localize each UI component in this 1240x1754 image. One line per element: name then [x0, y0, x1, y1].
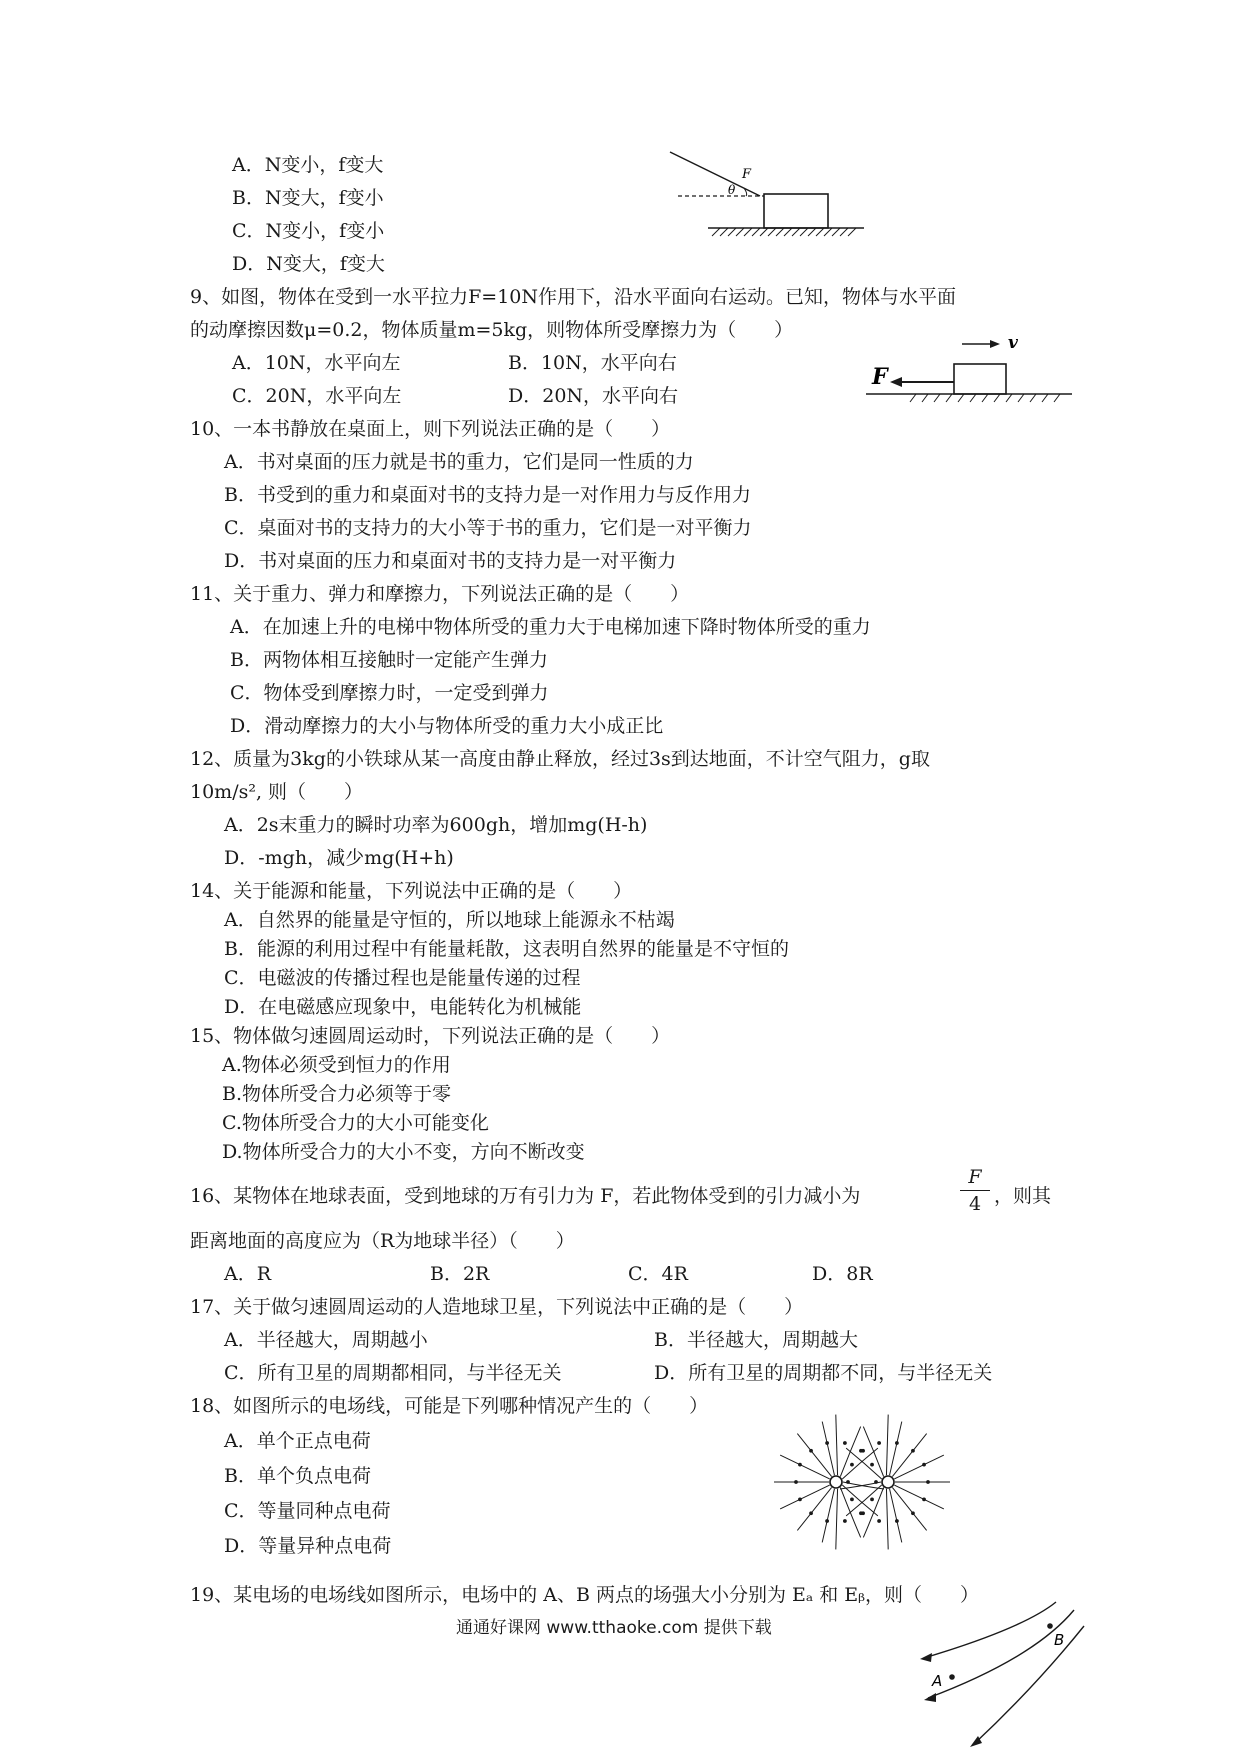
field-line-arrow — [799, 1498, 802, 1501]
q15-stem: 15、物体做匀速圆周运动时，下列说法正确的是（ ） — [190, 1025, 671, 1047]
field-line-arrow — [862, 1449, 865, 1452]
q9-option-b: B．10N，水平向右 — [508, 352, 677, 374]
field-line — [886, 1489, 888, 1550]
field-line-arrow — [810, 1512, 813, 1515]
q17-stem: 17、关于做匀速圆周运动的人造地球卫星，下列说法中正确的是（ ） — [190, 1296, 804, 1318]
field-line-arrow — [799, 1463, 802, 1466]
q8-force-label: F — [742, 167, 752, 182]
q16-option-a: A．R — [224, 1263, 272, 1285]
right-charge-icon — [882, 1476, 894, 1488]
field-line-arrow — [826, 1520, 829, 1523]
q12-stem-line1: 12、质量为3kg的小铁球从某一高度由静止释放，经过3s到达地面，不计空气阻力，g取 — [190, 748, 930, 770]
q8-angle-label: θ — [728, 183, 736, 197]
q8-figure — [668, 148, 878, 248]
field-line-arrow — [844, 1442, 847, 1445]
field-line-arrow — [844, 1520, 847, 1523]
q18-option-b: B．单个负点电荷 — [224, 1465, 371, 1487]
q18-option-d: D．等量异种点电荷 — [224, 1535, 392, 1557]
field-line-arrow — [871, 1498, 874, 1501]
q10-option-d: D．书对桌面的压力和桌面对书的支持力是一对平衡力 — [224, 550, 677, 572]
q9-stem-line2: 的动摩擦因数μ=0.2，物体质量m=5kg，则物体所受摩擦力为（ ） — [190, 319, 794, 341]
page-footer: 通通好课网 www.tthaoke.com 提供下载 — [456, 1618, 772, 1638]
field-line — [780, 1455, 830, 1479]
q12-option-a: A．2s末重力的瞬时功率为600gh，增加mg(H-h) — [224, 814, 648, 836]
q11-option-c: C．物体受到摩擦力时，一定受到弹力 — [230, 682, 549, 704]
q11-stem: 11、关于重力、弹力和摩擦力，下列说法正确的是（ ） — [190, 583, 690, 605]
field-line-arrow — [795, 1481, 798, 1484]
q17-option-c: C．所有卫星的周期都相同，与半径无关 — [224, 1362, 562, 1384]
field-line-arrow — [923, 1498, 926, 1501]
q18-option-a: A．单个正点电荷 — [224, 1430, 371, 1452]
q12-option-d: D．-mgh，减少mg(H+h) — [224, 847, 454, 869]
field-line-arrow — [871, 1463, 874, 1466]
q10-option-b: B．书受到的重力和桌面对书的支持力是一对作用力与反作用力 — [224, 484, 751, 506]
q15-option-a: A.物体必须受到恒力的作用 — [222, 1054, 451, 1076]
q9-velocity-label: v — [1008, 333, 1018, 353]
field-line-arrow — [912, 1449, 915, 1452]
q16-fraction-bar — [960, 1190, 990, 1191]
q8-option-c: C．N变小，f变小 — [232, 220, 385, 242]
q15-option-b: B.物体所受合力必须等于零 — [222, 1083, 452, 1105]
q11-option-d: D．滑动摩擦力的大小与物体所受的重力大小成正比 — [230, 715, 664, 737]
field-line-arrow — [847, 1481, 850, 1484]
field-line-arrow — [878, 1442, 881, 1445]
q9-stem-line1: 9、如图，物体在受到一水平拉力F=10N作用下，沿水平面向右运动。已知，物体与水平面 — [190, 286, 956, 308]
q17-option-a: A．半径越大，周期越小 — [224, 1329, 428, 1351]
field-line-arrow — [851, 1463, 854, 1466]
q9-force-label: F — [872, 364, 888, 390]
q14-stem: 14、关于能源和能量，下列说法中正确的是（ ） — [190, 880, 633, 902]
q10-option-a: A．书对桌面的压力就是书的重力，它们是同一性质的力 — [224, 451, 694, 473]
point-a-icon — [949, 1674, 955, 1680]
q16-fraction — [960, 1166, 990, 1215]
q16-option-b: B．2R — [430, 1263, 490, 1285]
q10-stem: 10、一本书静放在桌面上，则下列说法正确的是（ ） — [190, 418, 671, 440]
field-line-arrow — [923, 1463, 926, 1466]
q19-point-b-label: B — [1054, 1631, 1065, 1649]
q17-option-b: B．半径越大，周期越大 — [654, 1329, 858, 1351]
q16-option-c: C．4R — [628, 1263, 688, 1285]
field-line-arrow — [896, 1442, 899, 1445]
field-line — [836, 1415, 838, 1476]
q19-stem: 19、某电场的电场线如图所示，电场中的 A、B 两点的场强大小分别为 Eₐ 和 Eᵦ，则（ ） — [190, 1584, 980, 1606]
q14-option-d: D．在电磁感应现象中，电能转化为机械能 — [224, 996, 582, 1018]
q10-option-c: C．桌面对书的支持力的大小等于书的重力，它们是一对平衡力 — [224, 517, 752, 539]
q9-option-d: D．20N，水平向右 — [508, 385, 679, 407]
q15-option-c: C.物体所受合力的大小可能变化 — [222, 1112, 489, 1134]
q14-option-a: A．自然界的能量是守恒的，所以地球上能源永不枯竭 — [224, 909, 675, 931]
q17-option-d: D．所有卫星的周期都不同，与半径无关 — [654, 1362, 993, 1384]
field-line — [886, 1415, 888, 1476]
q16-stem-line2: 距离地面的高度应为（R为地球半径）（ ） — [190, 1230, 575, 1252]
q14-option-b: B．能源的利用过程中有能量耗散，这表明自然界的能量是不守恒的 — [224, 938, 789, 960]
q18-stem: 18、如图所示的电场线，可能是下列哪种情况产生的（ ） — [190, 1395, 709, 1417]
q11-option-a: A．在加速上升的电梯中物体所受的重力大于电梯加速下降时物体所受的重力 — [230, 616, 871, 638]
field-line — [894, 1455, 944, 1479]
field-line-arrow — [851, 1498, 854, 1501]
left-charge-icon — [830, 1476, 842, 1488]
field-line-arrow — [896, 1520, 899, 1523]
q9-figure — [862, 332, 1076, 410]
q9-option-c: C．20N，水平向左 — [232, 385, 402, 407]
q19-field-lines-figure — [914, 1598, 1094, 1748]
field-line — [863, 1427, 883, 1477]
field-line-arrow — [826, 1442, 829, 1445]
field-line — [894, 1485, 944, 1509]
q9-option-a: A．10N，水平向左 — [232, 352, 401, 374]
point-b-icon — [1047, 1623, 1053, 1629]
field-line — [836, 1489, 838, 1550]
q18-field-lines-figure — [768, 1410, 978, 1550]
field-line — [780, 1485, 830, 1509]
q16-option-d: D．8R — [812, 1263, 873, 1285]
q8-option-b: B．N变大，f变小 — [232, 187, 384, 209]
q8-option-d: D．N变大，f变大 — [232, 253, 385, 275]
q18-option-c: C．等量同种点电荷 — [224, 1500, 391, 1522]
field-line — [863, 1487, 883, 1537]
q16-stem-part2: ，则其 — [994, 1185, 1052, 1207]
q16-fraction-numerator: F — [968, 1166, 982, 1188]
field-line-arrow — [878, 1520, 881, 1523]
q16-fraction-denominator: 4 — [968, 1193, 982, 1215]
field-line-arrow — [912, 1512, 915, 1515]
q19-point-a-label: A — [932, 1672, 943, 1690]
field-line-arrow — [810, 1449, 813, 1452]
field-line-arrow — [927, 1481, 930, 1484]
q12-stem-line2: 10m/s², 则（ ） — [190, 781, 364, 803]
field-line-arrow — [862, 1512, 865, 1515]
q16-stem-part1: 16、某物体在地球表面，受到地球的万有引力为 F，若此物体受到的引力减小为 — [190, 1185, 861, 1207]
q15-option-d: D.物体所受合力的大小不变，方向不断改变 — [222, 1141, 585, 1163]
q14-option-c: C．电磁波的传播过程也是能量传递的过程 — [224, 967, 581, 989]
q11-option-b: B．两物体相互接触时一定能产生弹力 — [230, 649, 548, 671]
q8-option-a: A．N变小，f变大 — [232, 154, 384, 176]
